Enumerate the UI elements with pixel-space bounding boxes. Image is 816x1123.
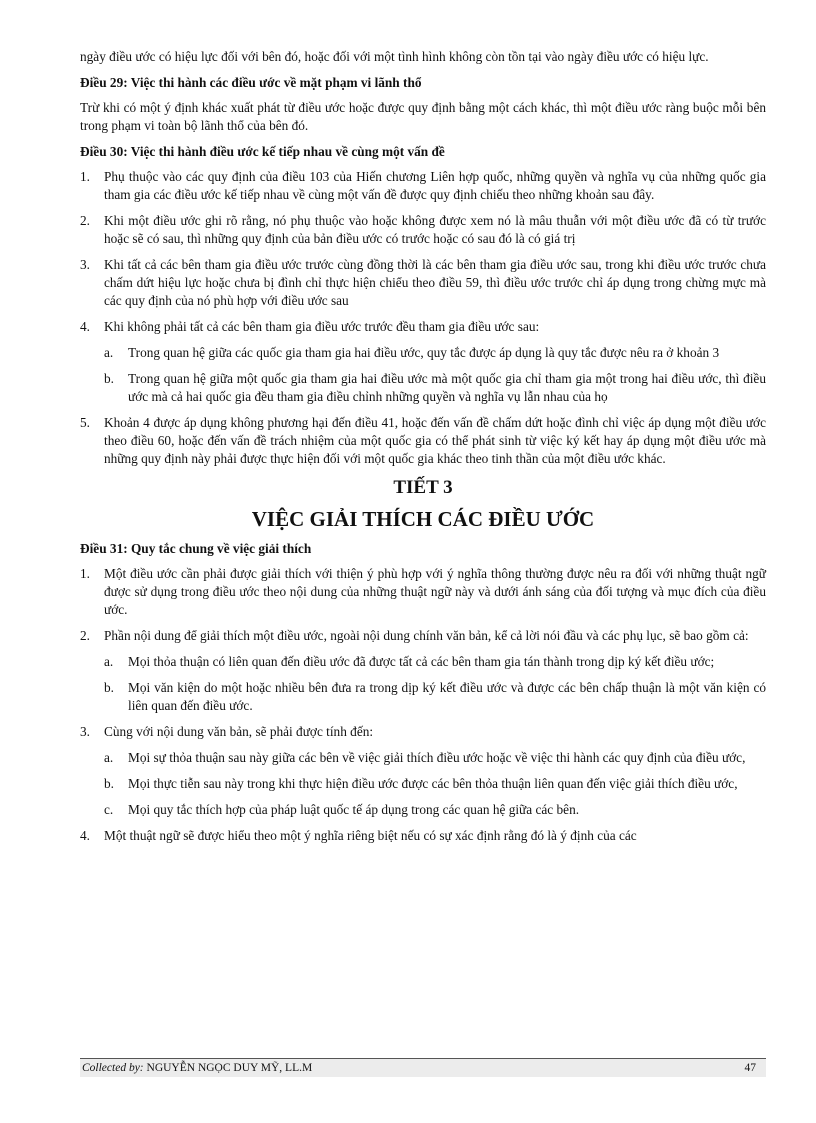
sub-item-text: Mọi thỏa thuận có liên quan đến điều ước đã được tất cả các bên tham gia tán thành trong dịp ký kết điều ước; <box>128 654 715 669</box>
list-item <box>80 212 766 248</box>
page-number: 47 <box>744 1062 756 1074</box>
sub-item-letter: c. <box>104 802 114 817</box>
list-item <box>80 827 766 845</box>
sub-item-text: Trong quan hệ giữa các quốc gia tham gia hai điều ước, quy tắc được áp dụng là quy tắc được nêu ra ở khoản 3 <box>128 345 720 360</box>
author-name: NGUYỄN NGỌC DUY MỸ, LL.M <box>146 1062 313 1074</box>
item-text: Khoản 4 được áp dụng không phương hại đến điều 41, hoặc đến vấn đề chấm dứt hoặc đình chỉ việc áp dụng một điều ước theo điều 60, hoặc đến vấn đề trách nhiệm của một quốc gia có thể phát sinh từ việc ký kết hay áp dụng một điều ước mà những quy định này phải được thực hiện đối với một quốc gia khác theo tinh thần của một điều ước khác. <box>104 415 766 466</box>
list-item <box>80 723 766 741</box>
item-text: Phụ thuộc vào các quy định của điều 103 của Hiến chương Liên hợp quốc, những quyền và nghĩa vụ của những quốc gia tham gia các điều ước kế tiếp nhau về cùng một vấn đề được quy định chiếu theo những khoản sau đây. <box>104 169 766 202</box>
sub-item-letter: a. <box>104 654 114 669</box>
list-item <box>80 565 766 619</box>
item-text: Một điều ước cần phải được giải thích với thiện ý phù hợp với ý nghĩa thông thường được nêu ra đối với những thuật ngữ được sử dụng trong điều ước theo nội dung của những thuật ngữ này và dưới ánh sáng của đối tượng và mục đích của điều ước. <box>104 566 766 617</box>
section-title: VIỆC GIẢI THÍCH CÁC ĐIỀU ƯỚC <box>251 507 595 531</box>
document-page <box>80 48 766 853</box>
collected-by-label: Collected by: <box>82 1062 144 1074</box>
footer-credit <box>82 1059 312 1077</box>
item-number: 3. <box>80 257 90 272</box>
list-item <box>80 414 766 468</box>
sub-item-text: Mọi văn kiện do một hoặc nhiều bên đưa ra trong dịp ký kết điều ước và được các bên chấp thuận là một văn kiện có liên quan đến điều ước. <box>128 680 766 713</box>
item-text: Khi một điều ước ghi rõ rằng, nó phụ thuộc vào hoặc không được xem nó là mâu thuẫn với một điều ước đã có từ trước hoặc sẽ có sau, thì những quy định của bản điều ước có trước hoặc có sau đó là có giá trị <box>104 213 766 246</box>
sub-list-item <box>80 775 766 793</box>
sub-list-item <box>80 679 766 715</box>
sub-item-text: Trong quan hệ giữa một quốc gia tham gia hai điều ước mà một quốc gia chỉ tham gia một trong hai điều ước, thì điều ước mà cả hai quốc gia đều tham gia điều chỉnh những quyền và nghĩa vụ lẫn nhau của họ <box>128 371 766 404</box>
sub-list-item <box>80 370 766 406</box>
sub-list-item <box>80 801 766 819</box>
item-text: Một thuật ngữ sẽ được hiểu theo một ý nghĩa riêng biệt nếu có sự xác định rằng đó là ý định của các <box>104 828 637 843</box>
sub-list-item <box>80 749 766 767</box>
item-number: 1. <box>80 169 90 184</box>
item-number: 5. <box>80 415 90 430</box>
item-number: 2. <box>80 628 90 643</box>
item-number: 4. <box>80 319 90 334</box>
article-30-heading: Điều 30: Việc thi hành điều ước kế tiếp nhau về cùng một vấn đề <box>80 144 445 159</box>
sub-list-item <box>80 344 766 362</box>
sub-item-letter: a. <box>104 345 114 360</box>
page-footer <box>80 1058 766 1077</box>
sub-item-text: Mọi quy tắc thích hợp của pháp luật quốc tế áp dụng trong các quan hệ giữa các bên. <box>128 802 580 817</box>
list-item <box>80 168 766 204</box>
item-text: Khi tất cả các bên tham gia điều ước trước cùng đồng thời là các bên tham gia điều ước sau, trong khi điều ước trước chưa chấm dứt hiệu lực hoặc chưa bị đình chỉ thực hiện chiểu theo điều 59, thì điều ước trước chỉ áp dụng trong chừng mực mà các quy định của nó phù hợp với điều ước sau <box>104 257 766 308</box>
intro-paragraph: ngày điều ước có hiệu lực đối với bên đó, hoặc đối với một tình hình không còn tồn tại vào ngày điều ước có hiệu lực. <box>80 49 709 64</box>
item-number: 3. <box>80 724 90 739</box>
item-text: Khi không phải tất cả các bên tham gia điều ước trước đều tham gia điều ước sau: <box>104 319 540 334</box>
sub-item-letter: b. <box>104 776 114 791</box>
item-number: 1. <box>80 566 90 581</box>
article-31-heading: Điều 31: Quy tắc chung về việc giải thích <box>80 541 312 556</box>
list-item <box>80 256 766 310</box>
section-label: TIẾT 3 <box>393 477 453 498</box>
item-number: 4. <box>80 828 90 843</box>
item-text: Cùng với nội dung văn bản, sẽ phải được tính đến: <box>104 724 374 739</box>
sub-item-text: Mọi thực tiễn sau này trong khi thực hiện điều ước được các bên thỏa thuận liên quan đến việc giải thích điều ước, <box>128 776 738 791</box>
list-item <box>80 627 766 645</box>
sub-list-item <box>80 653 766 671</box>
sub-item-letter: a. <box>104 750 114 765</box>
sub-item-text: Mọi sự thỏa thuận sau này giữa các bên về việc giải thích điều ước hoặc về việc thi hành các quy định của điều ước, <box>128 750 746 765</box>
item-number: 2. <box>80 213 90 228</box>
sub-item-letter: b. <box>104 371 114 386</box>
list-item <box>80 318 766 336</box>
sub-item-letter: b. <box>104 680 114 695</box>
article-29-text: Trừ khi có một ý định khác xuất phát từ điều ước hoặc được quy định bằng một cách khác, thì một điều ước ràng buộc mỗi bên trong phạm vi toàn bộ lãnh thổ của bên đó. <box>80 100 766 133</box>
article-29-heading: Điều 29: Việc thi hành các điều ước về mặt phạm vi lãnh thổ <box>80 75 422 90</box>
item-text: Phần nội dung để giải thích một điều ước, ngoài nội dung chính văn bản, kể cả lời nói đầu và các phụ lục, sẽ bao gồm cả: <box>104 628 749 643</box>
